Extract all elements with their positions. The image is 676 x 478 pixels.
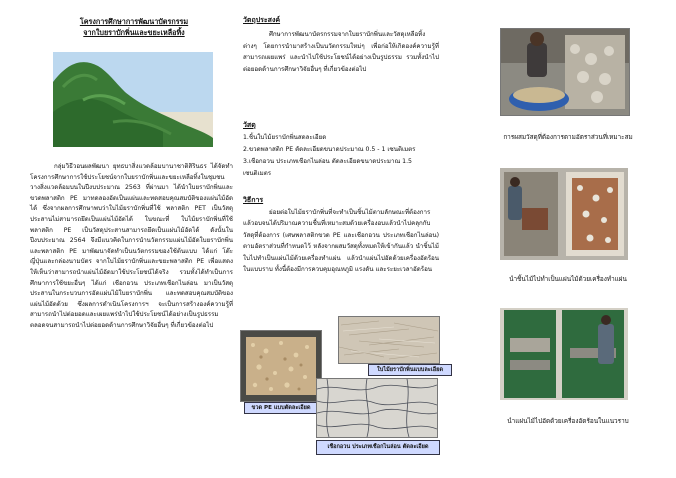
beach-vegetation-photo <box>53 52 213 147</box>
label-nylon-rope: เชือกอวน ประเภทเชือกไนล่อน ตัดละเอียด <box>316 440 440 455</box>
mat-forming-photo <box>500 168 628 260</box>
material-item-1: 1.ชิ้นใบไม้ยราบักพิ่นสดละเอียด <box>243 134 327 141</box>
intro-paragraph: กลุ่มวิธีวอนผลพัฒนา ยุทธบาสิ่งแวดล้อมบานาชาติสิรินธร ได้จัดทำโครงการศึกษาการใช้ประโยชน์จากใบยราบักพิ่นและขยะเหลือทิ้งในชุมชนวางสิ่งแวดล้อมบนในปีงบประมาณ 2563 ที่ผ่านมา ได้นำใบยราบักพิ่นและขวดพลาสติก PE มาทดลองอัดเป็นแผ่นและทดสอบคุณสมบัติของแผ่นไม้อัดได้ ซึ่งจากผลการศึกษาพบว่าใบไม้ยราบักพิ่นที่ใช้ พลาสติก PET เป็นวัสดุประสานไม่สามารถยึดเป็นแผ่นไม้อัดได้ ในขณะที่ ใบไม้ยราบักพิ่นที่ใช้ พลาสติก PE เป็นวัสดุประสานสามารถยึดเป็นแผ่นไม้อัดได้ ดังนั้นในปีงบประมาณ 2564 จึงมีแนวคิดในการนำนวัตกรรมแผ่นไม้อัดใบยราบักพิ่นและพลาสติก PE มาพัฒนาจัดทำเป็นนวัตกรรมของใช้ต้นแบบ ได้แก่ โต๊ะญี่ปุ่นและกล่องนามบัตร จากใบไม้ยราบักพิ่นและขยะพลาสติก PE เพื่อแสดงให้เห็นว่าสามารถนำแผ่นไม้อัดมาใช้ประโยชน์ได้จริง รวมทั้งได้ทำเป็นการศึกษาการใช้ขยะอื่นๆ ได้แก่ เชือกอวน ประเภทเชือกไนล่อน มาเป็นวัสดุประสานในกระบวนการอัดแผ่นไม้ใบยราบักพิ่น และทดสอบคุณสมบัติของแผ่นไม้อัดด้วย ซึ่งผลการดำเนินโครงการฯ จะเป็นการสร้างองค์ความรู้ที่สามารถนำไปต่อยอดและเผยแพร่นำไปใช้ประโยชน์ได้อย่างเป็นรูปธรรม ตลอดจนสามารถนำไปต่อยอดด้านการศึกษาวิจัยอื่นๆ ที่เกี่ยวข้องต่อไป <box>30 163 233 329</box>
hot-press-photo <box>500 308 628 400</box>
method-heading: วิธีการ <box>243 196 264 204</box>
nylon-rope-photo <box>316 378 438 438</box>
material-item-3: 3.เชือกอวน ประเภทเชือกไนล่อน ตัดละเอียดขนาดประมาณ 1.5 เซนติเมตร <box>243 158 412 177</box>
material-item-2: 2.ขวดพลาสติก PE ตัดละเอียดขนาดประมาณ 0.5 - 1 เซนติเมตร <box>243 146 416 153</box>
title-line-1: โครงการศึกษาการพัฒนาบัตรกรรม <box>79 17 189 26</box>
caption-hot-press: นำแผ่นไม้ไปอัดด้วยเครื่องอัดร้อนในแนวราบ <box>507 417 629 425</box>
caption-mixing: การผสมวัสดุที่ต้องการตามอัตราส่วนที่เหมาะสม <box>503 133 633 141</box>
document-title <box>44 16 224 38</box>
materials-list <box>243 132 439 180</box>
materials-heading: วัสดุ <box>243 121 256 129</box>
label-plastic-flakes: ขวด PE แบบตัดละเอียด <box>244 402 318 414</box>
leaf-fiber-photo <box>338 316 440 364</box>
plastic-flakes-photo <box>240 330 322 402</box>
method-text: ย่อยต่อใบไม้ยราบักพิ่นที่จะทำเป็นชิ้นไม้ตามลักษณะที่ต้องการ แล้วอบจนได้ปริมาณความชื้นที่เหมาะสมด้วยเครื่องอบแล้วนำไปคลุกกับวัสดุที่ต้องการ (เศษพลาสติกขวด PE และเชือกอวน ประเภทเชือกไนล่อน) ตามอัตราส่วนที่กำหนดไว้ หลังจากผสมวัสดุทั้งหมดให้เข้ากันแล้ว นำชิ้นไม้ใบไปทำเป็นแผ่นไม้ด้วยเครื่องทำแผ่น แล้วนำแผ่นไปอัดด้วยเครื่องอัดร้อนในแบบราบ ทั้งนี้ต้องมีการควบคุมอุณหภูมิ แรงดัน และระยะเวลาอัดร้อน <box>243 209 439 274</box>
mixing-photo <box>500 28 630 116</box>
objective-text: ศึกษาการพัฒนาบัตรกรรมจากใบยราบักพิ่นและวัสดุเหลือทิ้งต่างๆ โดยการนำมาสร้างเป็นนวัตกรรมใหม่ๆ เพื่อก่อให้เกิดองค์ความรู้ที่สามารถเผยแพร่ และนำไปใช้ประโยชน์ได้อย่างเป็นรูปธรรม รวมทั้งนำไปต่อยอดด้านการศึกษาวิจัยอื่นๆ ที่เกี่ยวข้องต่อไป <box>243 31 439 73</box>
title-line-2: จากใบยราบักพิ่นและขยะเหลือทิ้ง <box>83 28 185 37</box>
caption-mat-forming: นำชิ้นไม้ไปทำเป็นแผ่นไม้ด้วยเครื่องทำแผ่น <box>509 275 627 283</box>
objective-heading: วัตถุประสงค์ <box>243 16 281 24</box>
label-leaf-fiber: ใบไม้ยราบักพิ่นแบบละเอียด <box>368 364 452 376</box>
